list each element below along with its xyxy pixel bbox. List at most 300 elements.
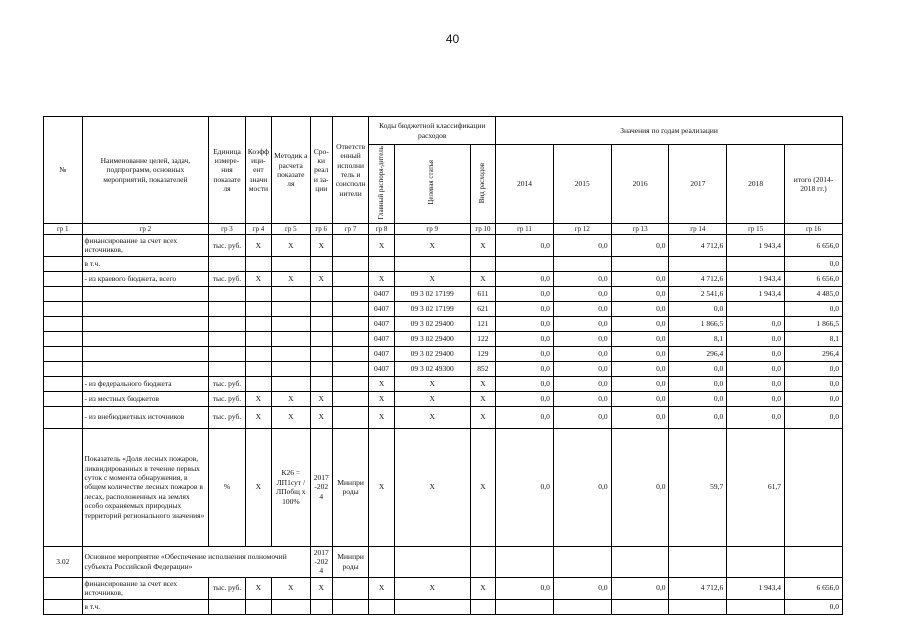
row-value: 0,0 [611,391,669,406]
table-row [44,406,843,428]
row-code-target: 09 3 02 29400 [394,316,470,331]
row-value: 0,0 [727,316,785,331]
row-value: 0,0 [496,234,554,256]
header-name: Наименование целей, задач, подпрограмм, основных мероприятий, показателей [82,117,209,224]
row-unit: тыс. руб. [209,376,245,391]
row-value: 0,0 [727,376,785,391]
row-code-target: 09 3 02 49300 [394,361,470,376]
column-number: гр 11 [496,223,554,234]
row-value: 4 712,6 [669,234,727,256]
row-coef [245,346,271,361]
row-method [272,331,311,346]
row-name [82,346,209,361]
column-number: гр 7 [332,223,368,234]
row-responsible [332,391,368,406]
row-value: 1 943,4 [727,577,785,599]
row-value: 0,0 [727,346,785,361]
row-value: 0,0 [553,286,611,301]
row-value: 0,0 [611,376,669,391]
row-name: - из федерального бюджета [82,376,209,391]
table-row [44,234,843,256]
row-term [310,361,332,376]
row-code-type: X [470,271,495,286]
header-unit: Единица измере-ния показате ля [209,117,245,224]
row-value: 6 656,0 [785,234,843,256]
row-value [553,546,611,577]
row-code-main: X [369,577,394,599]
row-responsible [332,346,368,361]
header-year: 2018 [727,145,785,224]
row-term: 2017-2024 [310,428,332,546]
row-responsible [332,599,368,614]
row-value: 0,0 [496,316,554,331]
row-code-type: 611 [470,286,495,301]
row-term [310,256,332,271]
row-term [310,301,332,316]
row-method [272,376,311,391]
row-name [82,361,209,376]
row-code-target: 09 3 02 17199 [394,301,470,316]
row-term [310,599,332,614]
row-value: 0,0 [553,234,611,256]
row-code-type: 121 [470,316,495,331]
table-row [44,286,843,301]
row-value [669,256,727,271]
row-unit: тыс. руб. [209,391,245,406]
row-unit [209,286,245,301]
row-method: X [272,234,311,256]
row-number [44,577,83,599]
row-value [727,301,785,316]
row-code-type: X [470,234,495,256]
row-code-target: X [394,428,470,546]
row-value: 0,0 [611,361,669,376]
row-responsible [332,234,368,256]
row-name: - из местных бюджетов [82,391,209,406]
row-coef [245,599,271,614]
row-value [496,546,554,577]
row-value: 0,0 [496,577,554,599]
row-number: 3.02 [44,546,83,577]
row-unit: тыс. руб. [209,577,245,599]
row-number [44,286,83,301]
row-responsible [332,256,368,271]
table-row [44,428,843,546]
row-responsible [332,286,368,301]
row-responsible [332,301,368,316]
row-method: К26 = ЛП1сут / ЛПобщ х 100% [272,428,311,546]
table-body [44,234,843,614]
row-responsible [332,361,368,376]
row-code-target [394,256,470,271]
row-value: 0,0 [553,577,611,599]
row-code-main: X [369,406,394,428]
row-term: X [310,406,332,428]
row-value: 0,0 [611,286,669,301]
row-value: 2 541,6 [669,286,727,301]
row-value: 0,0 [785,391,843,406]
row-value: 0,0 [611,331,669,346]
row-code-type [470,599,495,614]
row-value: 0,0 [553,316,611,331]
header-values: Значения по годам реализации [496,117,843,145]
row-code-main: 0407 [369,346,394,361]
column-number: гр 13 [611,223,669,234]
row-responsible: Минпри роды [332,546,368,577]
row-responsible [332,316,368,331]
row-coef: X [245,406,271,428]
row-value [496,256,554,271]
column-number: гр 1 [44,223,83,234]
row-code-main: 0407 [369,361,394,376]
row-name: Показатель «Доля лесных пожаров, ликвидированных в течение первых суток с момента обнаружения, в общем количестве лесных пожаров в лесах, расположенных на землях особо охраняемых природных территорий регионального значения» [82,428,209,546]
row-name: финансирование за счет всех источников, [82,234,209,256]
column-number: гр 6 [310,223,332,234]
row-responsible [332,406,368,428]
row-value: 0,0 [553,271,611,286]
row-value [669,599,727,614]
row-code-target: X [394,271,470,286]
row-value: 0,0 [496,286,554,301]
row-number [44,346,83,361]
row-number [44,256,83,271]
column-number: гр 15 [727,223,785,234]
row-value: 0,0 [611,271,669,286]
table-row [44,331,843,346]
table-row [44,346,843,361]
row-name: финансирование за счет всех источников, [82,577,209,599]
table-row [44,361,843,376]
row-value [727,256,785,271]
row-value: 0,0 [553,331,611,346]
row-value: 0,0 [785,406,843,428]
row-number [44,361,83,376]
row-value: 0,0 [496,361,554,376]
row-coef [245,286,271,301]
row-value: 4 712,6 [669,271,727,286]
column-number: гр 8 [369,223,394,234]
column-number: гр 14 [669,223,727,234]
row-term [310,346,332,361]
header-year: 2017 [669,145,727,224]
header-no: № [44,117,83,224]
row-code-type: X [470,376,495,391]
row-number [44,376,83,391]
row-value: 1 866,5 [669,316,727,331]
row-coef [245,256,271,271]
row-term: X [310,234,332,256]
row-code-type: X [470,577,495,599]
header-coef: Коэфф ици-ент значи мости [245,117,271,224]
row-value: 0,0 [496,301,554,316]
row-code-target: 09 3 02 29400 [394,346,470,361]
row-code-target [394,546,470,577]
row-value: 0,0 [553,301,611,316]
table-row [44,546,843,577]
header-code-target: Целевая статья [394,145,470,224]
row-code-type [470,546,495,577]
row-unit [209,361,245,376]
row-code-type [470,256,495,271]
header-codes: Коды бюджетной классификации расходов [369,117,496,145]
row-value: 0,0 [611,577,669,599]
row-value [785,546,843,577]
row-term: X [310,271,332,286]
row-value [727,546,785,577]
row-term [310,376,332,391]
row-code-main: 0407 [369,331,394,346]
table-row [44,316,843,331]
row-unit: тыс. руб. [209,271,245,286]
row-value: 0,0 [785,256,843,271]
row-value: 6 656,0 [785,271,843,286]
row-value [496,599,554,614]
row-value: 0,0 [669,391,727,406]
row-unit [209,599,245,614]
row-code-target: 09 3 02 29400 [394,331,470,346]
row-code-target: 09 3 02 17199 [394,286,470,301]
row-term: X [310,577,332,599]
row-code-type: 129 [470,346,495,361]
row-value: 0,0 [727,361,785,376]
row-value: 0,0 [785,301,843,316]
row-code-main [369,546,394,577]
row-value: 0,0 [553,391,611,406]
row-term [310,286,332,301]
row-coef [245,316,271,331]
row-coef: X [245,271,271,286]
row-coef [245,376,271,391]
row-value: 0,0 [785,599,843,614]
row-value: 0,0 [496,376,554,391]
row-code-main: X [369,428,394,546]
row-method [272,346,311,361]
row-value [611,599,669,614]
row-coef [245,361,271,376]
row-value [785,428,843,546]
row-responsible [332,271,368,286]
row-value: 0,0 [553,406,611,428]
table-row [44,577,843,599]
row-value: 0,0 [669,301,727,316]
row-value [611,546,669,577]
row-code-main: X [369,271,394,286]
row-responsible [332,577,368,599]
row-coef: X [245,428,271,546]
row-method [272,286,311,301]
row-term: 2017-2024 [310,546,332,577]
row-unit [209,346,245,361]
row-value [669,546,727,577]
header-year: 2015 [553,145,611,224]
row-unit [209,316,245,331]
row-name: в т.ч. [82,256,209,271]
row-code-target: X [394,406,470,428]
column-numbers-row [44,223,843,234]
row-value: 0,0 [496,271,554,286]
row-code-main: X [369,391,394,406]
row-code-type: X [470,391,495,406]
row-unit: тыс. руб. [209,406,245,428]
row-number [44,234,83,256]
column-number: гр 12 [553,223,611,234]
row-number [44,316,83,331]
row-name [82,286,209,301]
column-number: гр 10 [470,223,495,234]
row-code-type: 621 [470,301,495,316]
row-value: 296,4 [669,346,727,361]
header-year: 2014 [496,145,554,224]
row-method [272,361,311,376]
row-code-main [369,599,394,614]
row-code-main: 0407 [369,286,394,301]
row-value: 0,0 [611,316,669,331]
row-value: 0,0 [496,391,554,406]
row-method: X [272,271,311,286]
row-coef [245,331,271,346]
row-coef: X [245,577,271,599]
row-name [82,301,209,316]
row-number [44,428,83,546]
column-number: гр 9 [394,223,470,234]
row-value: 0,0 [727,391,785,406]
header-method: Методик а расчета показате ля [272,117,311,224]
row-value: 4 485,0 [785,286,843,301]
row-value: 1 943,4 [727,286,785,301]
column-number: гр 4 [245,223,271,234]
row-value: 1 866,5 [785,316,843,331]
row-value: 1 943,4 [727,271,785,286]
row-term [310,316,332,331]
table-row [44,376,843,391]
row-value: 0,0 [611,428,669,546]
row-value: 0,0 [785,361,843,376]
row-unit [209,256,245,271]
row-responsible [332,331,368,346]
row-value: 0,0 [496,428,554,546]
row-code-target: X [394,234,470,256]
row-unit [209,301,245,316]
row-name: в т.ч. [82,599,209,614]
row-name [82,331,209,346]
row-code-main: 0407 [369,301,394,316]
row-value [553,599,611,614]
row-value: 0,0 [611,234,669,256]
row-value: 0,0 [496,331,554,346]
row-value: 0,0 [727,406,785,428]
row-value: 0,0 [553,346,611,361]
header-term: Сро-ки реали за-ции [310,117,332,224]
row-name: - из краевого бюджета, всего [82,271,209,286]
row-method: X [272,391,311,406]
row-value: 0,0 [611,406,669,428]
header-code-type: Вид расходов [470,145,495,224]
row-term [310,331,332,346]
column-number: гр 16 [785,223,843,234]
table-row [44,271,843,286]
row-code-type: 852 [470,361,495,376]
row-value: 0,0 [611,346,669,361]
row-value: 59,7 [669,428,727,546]
row-value: 61,7 [727,428,785,546]
row-value: 4 712,6 [669,577,727,599]
column-number: гр 2 [82,223,209,234]
header-responsible: Ответств енный исполни тель и соисполн нители [332,117,368,224]
row-name [82,316,209,331]
row-code-main: 0407 [369,316,394,331]
row-code-target [394,599,470,614]
row-name: Основное мероприятие «Обеспечение исполнения полномочий субъекта Российской Федерации» [82,546,310,577]
row-value: 0,0 [785,376,843,391]
table-row [44,256,843,271]
row-number [44,406,83,428]
row-value: 8,1 [669,331,727,346]
budget-table [43,116,843,615]
row-value: 0,0 [669,361,727,376]
row-value: 0,0 [496,406,554,428]
row-value: 0,0 [553,428,611,546]
row-value: 296,4 [785,346,843,361]
page-number: 40 [445,32,460,46]
row-unit [209,331,245,346]
row-code-main: X [369,234,394,256]
row-value: 0,0 [553,376,611,391]
row-coef: X [245,234,271,256]
row-code-main: X [369,376,394,391]
row-term: X [310,391,332,406]
row-method: X [272,406,311,428]
row-value [727,599,785,614]
header-year-total: итого (2014-2018 гг.) [785,145,843,224]
row-unit: % [209,428,245,546]
row-method [272,301,311,316]
row-number [44,271,83,286]
row-code-target: X [394,391,470,406]
row-method: X [272,577,311,599]
row-value: 0,0 [669,376,727,391]
row-responsible: Минпри роды [332,428,368,546]
row-unit: тыс. руб. [209,234,245,256]
column-number: гр 3 [209,223,245,234]
table-row [44,301,843,316]
row-value: 8,1 [785,331,843,346]
row-number [44,599,83,614]
row-value: 0,0 [553,361,611,376]
column-number: гр 5 [272,223,311,234]
row-value: 0,0 [727,331,785,346]
row-coef: X [245,391,271,406]
row-method [272,256,311,271]
header-year: 2016 [611,145,669,224]
row-number [44,301,83,316]
row-code-target: X [394,376,470,391]
row-code-type: X [470,406,495,428]
row-code-target: X [394,577,470,599]
table-row [44,599,843,614]
row-name: - из внебюджетных источников [82,406,209,428]
table-row [44,391,843,406]
row-code-main [369,256,394,271]
row-code-type: X [470,428,495,546]
row-value: 6 656,0 [785,577,843,599]
row-coef [245,301,271,316]
row-number [44,331,83,346]
row-value: 0,0 [669,406,727,428]
row-responsible [332,376,368,391]
row-method [272,316,311,331]
row-code-type: 122 [470,331,495,346]
header-code-main: Главный распоря-дитель [369,145,394,224]
